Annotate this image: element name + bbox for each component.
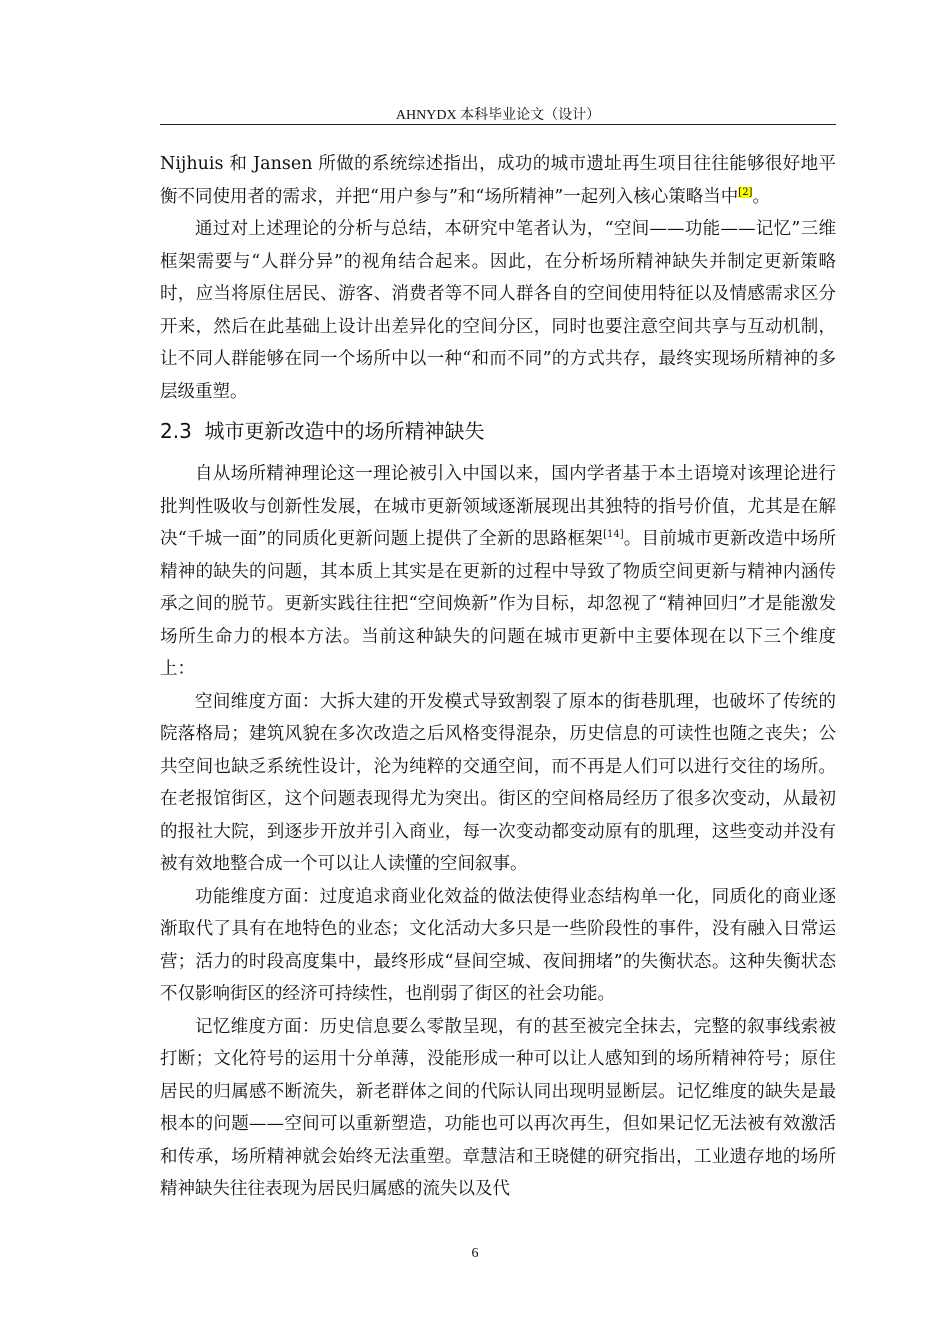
paragraph-text: 功能维度方面：过度追求商业化效益的做法使得业态结构单一化，同质化的商业逐渐取代了具有在地特色的业态；文化活动大多只是一些阶段性的事件，没有融入日常运营；活力的时段高度集中，最终形成“昼间空城、夜间拥堵”的失衡状态。这种失衡状态不仅影响街区的经济可持续性，也削弱了街区的社会功能。: [160, 886, 836, 1004]
paragraph-memory-dimension: [160, 1011, 836, 1206]
citation-ref[interactable]: [2]: [738, 186, 753, 198]
citation-ref[interactable]: [14]: [603, 529, 624, 541]
paragraph-text: Nijhuis 和 Jansen 所做的系统综述指出，成功的城市遗址再生项目往往能够很好地平衡不同使用者的需求，并把“用户参与”和“场所精神”一起列入核心策略当中: [160, 154, 836, 207]
paragraph-intro: [160, 458, 836, 686]
paragraph-function-dimension: [160, 881, 836, 1011]
running-header: AHNYDX 本科毕业论文（设计）: [395, 108, 601, 123]
paragraph-text: 通过对上述理论的分析与总结，本研究中笔者认为，“空间——功能——记忆”三维框架需要与“人群分异”的视角结合起来。因此，在分析场所精神缺失并制定更新策略时，应当将原住居民、游客、消费者等不同人群各自的空间使用特征以及情感需求区分开来，然后在此基础上设计出差异化的空间分区，同时也要注意空间共享与互动机制，让不同人群能够在同一个场所中以一种“和而不同”的方式共存，最终实现场所精神的多层级重塑。: [160, 219, 836, 402]
header-rule: [160, 124, 836, 125]
section-title: 城市更新改造中的场所精神缺失: [204, 419, 485, 443]
paragraph-continuation: [160, 148, 836, 213]
paragraph-tail: 。: [752, 186, 770, 207]
paragraph-text: 自从场所精神理论这一理论被引入中国以来，国内学者基于本土语境对该理论进行批判性吸收与创新性发展，在城市更新领域逐渐展现出其独特的指号价值，尤其是在解决“千城一面”的同质化更新问题上提供了全新的思路框架: [160, 464, 836, 549]
paragraph-spatial-dimension: [160, 686, 836, 881]
section-heading: [160, 414, 836, 448]
section-number: 2.3: [160, 419, 192, 443]
paragraph-framework: [160, 213, 836, 408]
page-number: 6: [471, 1246, 479, 1261]
paragraph-text: 记忆维度方面：历史信息要么零散呈现，有的甚至被完全抹去，完整的叙事线索被打断；文化符号的运用十分单薄，没能形成一种可以让人感知到的场所精神符号；原住居民的归属感不断流失，新老群体之间的代际认同出现明显断层。记忆维度的缺失是最根本的问题——空间可以重新塑造，功能也可以再次再生，但如果记忆无法被有效激活和传承，场所精神就会始终无法重塑。章慧洁和王晓健的研究指出，工业遗存地的场所精神缺失往往表现为居民归属感的流失以及代: [160, 1016, 836, 1199]
page-body: [160, 148, 836, 1206]
paragraph-text: 空间维度方面：大拆大建的开发模式导致割裂了原本的街巷肌理，也破坏了传统的院落格局；建筑风貌在多次改造之后风格变得混杂，历史信息的可读性也随之丧失；公共空间也缺乏系统性设计，沦为纯粹的交通空间，而不再是人们可以进行交往的场所。在老报馆街区，这个问题表现得尤为突出。街区的空间格局经历了很多次变动，从最初的报社大院，到逐步开放并引入商业，每一次变动都变动原有的肌理，这些变动并没有被有效地整合成一个可以让人读懂的空间叙事。: [160, 691, 836, 874]
paragraph-tail: 。目前城市更新改造中场所精神的缺失的问题，其本质上其实是在更新的过程中导致了物质空间更新与精神内涵传承之间的脱节。更新实践往往把“空间焕新”作为目标，却忽视了“精神回归”才是能激发场所生命力的根本方法。当前这种缺失的问题在城市更新中主要体现在以下三个维度上：: [160, 529, 836, 679]
